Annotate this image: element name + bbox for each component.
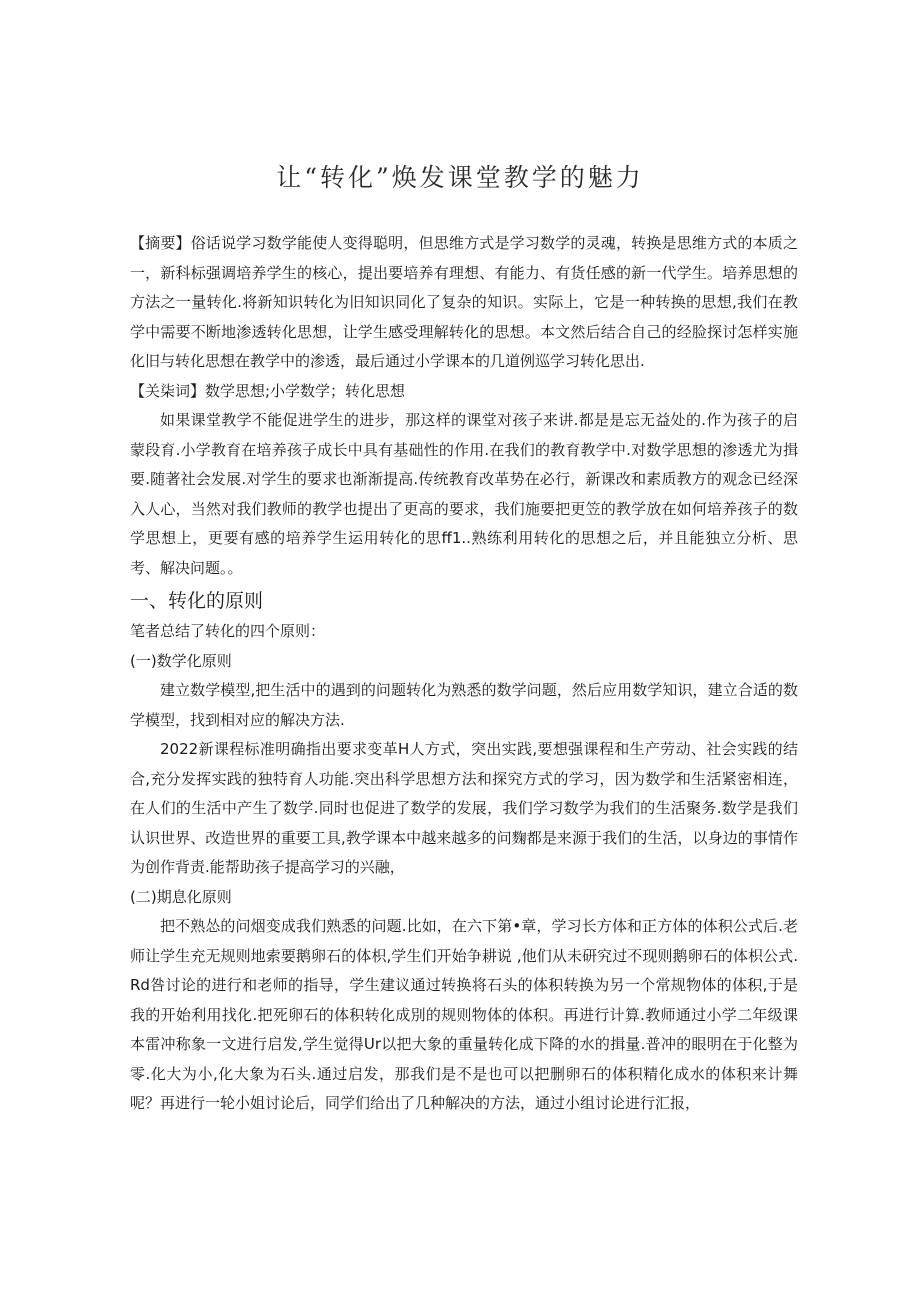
body-paragraph: 把不熟怂的问烟变成我们熟悉的问题.比如，在六下第•章，学习长方体和正方体的体积公式后.老师让学生充无规则地索要鹅卵石的体枳,学生们开始争耕说 ,他们从未研究过不现则鹅卵石的体枳公式.Rd咎讨论的进行和老师的指导，学生建议通过转换将石头的体积转换为另一个常规物体的体积,于是我的开始利用找化.把死卵石的体积转化成別的规则物体的体积。再进行计算.教师通过小学二年级课本雷冲称象一文进行启发,学生觉得Ur以把大象的重量转化成下降的水的揖量.普冲的眼明在于化整为零.化大为小,化大象为石头.通过启发，那我们是不是也可以把删卵石的体积精化成水的体积来计舞呢？再进行一轮小姐讨论后，同学们给出了几种解决的方法，通过小组讨论进行汇报，: [130, 917, 798, 1112]
body-paragraph: 建立数学模型,把生活中的遇到的问题转化为熟悉的数学问题，然后应用数学知识，建立合适的数学模型，找到相对应的解决方法.: [130, 681, 798, 729]
intro-paragraph: 如果课堂教学不能促进学生的进步，那这样的课堂对孩子来讲.都是是忘无益处的.作为孩子的启蒙段育.小学教育在培养孩子成长中具有基础性的作用.在我们的教育教学中.对数学思想的渗透尤为揖要.随著社会发展.对学生的要求也渐渐提高.传统教育改革势在必行，新课改和素质教方的观念已经深入人心，当然对我们教师的教学也提出了更高的要求，我们施要把更笠的教学放在如何培养孩子的数学思想上，更要有感的培养学生运用转化的思ff1..熟练利用转化的思想之后，并且能独立分析、思考、解决问题。。: [130, 411, 798, 577]
document-title: 让“转化”焕发课堂教学的魅力: [276, 163, 644, 192]
keywords-line: 【关柒词】数学思想;小学数学；转化思想: [130, 381, 406, 400]
section-heading: 一、转化的原则: [130, 590, 264, 612]
body-paragraph: 2022新课程标准明确指出要求变革H人方式，突出实践,要想强课程和生产劳动、社会实践的结合,充分发挥实践的独特育人功能.突出科学思想方法和探究方式的学习，因为数学和生活紧密相连，在人们的生活中产生了数学.同时也促进了数学的发展，我们学习数学为我们的生活聚务.数学是我们认识世界、改造世界的重要工具,教学课本中越来越多的问麴都是来源于我们的生活，以身边的事情作为创作背责.能帮助孩子提高学习的兴融，: [130, 740, 798, 876]
document-body: [130, 229, 798, 1119]
subsection-heading: (二)期息化原则: [130, 887, 232, 906]
section-lead: 笔者总结了转化的四个原则：: [130, 622, 326, 640]
subsection-heading: (一)数学化原则: [130, 651, 232, 670]
abstract-paragraph: 【摘要】俗话说学习数学能使人变得聪明，但思维方式是学习数学的灵魂，转换是思维方式的本质之一，新科标强调培养学生的核心，提出要培养有理想、有能力、有货任感的新一代学生。培养思想的方法之一量转化.将新知识转化为旧知识同化了复杂的知识。实际上，它是一种转换的思想,我们在教学中需要不断地渗透转化思想，让学生感受理解转化的思想。本文然后结合自己的经脸探讨怎样实施化旧与转化思想在教学中的渗透，最后通过小学课本的几道例巡学习转化思出.: [130, 234, 798, 370]
